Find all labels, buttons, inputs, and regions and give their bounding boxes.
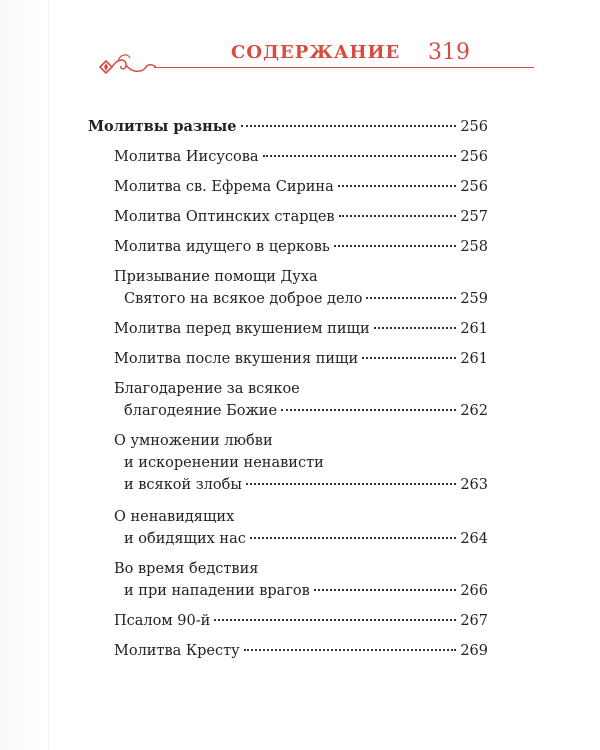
- floral-ornament-icon: [96, 48, 156, 76]
- dot-leader: [244, 649, 457, 651]
- toc-entry: [114, 176, 488, 198]
- page-title: СОДЕРЖАНИЕ: [231, 42, 401, 63]
- toc-page-number: 256: [460, 179, 488, 195]
- toc-page-number: 258: [460, 239, 488, 255]
- toc-entry-title: Молитва после вкушения пищи: [114, 351, 359, 367]
- toc-page-number: 263: [460, 477, 488, 493]
- dot-leader: [374, 327, 457, 329]
- dot-leader: [339, 215, 457, 217]
- dot-leader: [362, 357, 456, 359]
- book-page: [48, 0, 600, 750]
- toc-entry-title: Молитва Иисусова: [114, 149, 259, 165]
- dot-leader: [250, 537, 456, 539]
- toc-entry: [114, 378, 488, 422]
- toc-section: [88, 116, 488, 138]
- toc-entry-title: и обидящих нас: [124, 531, 246, 547]
- toc-entry: [114, 146, 488, 168]
- dot-leader: [366, 297, 456, 299]
- toc-entry-title: Молитва перед вкушением пищи: [114, 321, 370, 337]
- toc-entry-title: и всякой злобы: [124, 477, 242, 493]
- toc-entry: [114, 558, 488, 602]
- toc-entry: [114, 640, 488, 662]
- dot-leader: [263, 155, 457, 157]
- toc-entry-title-line: Во время бедствия: [114, 561, 259, 577]
- dot-leader: [281, 409, 456, 411]
- toc-page-number: 266: [460, 583, 488, 599]
- toc-entry-title-line: Призывание помощи Духа: [114, 269, 318, 285]
- toc-entry: [114, 430, 488, 496]
- dot-leader: [214, 619, 456, 621]
- header-rule: [154, 67, 534, 68]
- toc-entry-title: Псалом 90-й: [114, 613, 211, 629]
- page-edge: [0, 0, 48, 750]
- toc-entry-title: Святого на всякое доброе дело: [124, 291, 363, 307]
- toc-entry-title: Молитва Кресту: [114, 643, 240, 659]
- toc-entry: [114, 206, 488, 228]
- toc-entry: [114, 610, 488, 632]
- toc-entry-title-line: О ненавидящих: [114, 509, 235, 525]
- page-number: 319: [428, 40, 470, 65]
- toc-entry-title: Молитва Оптинских старцев: [114, 209, 335, 225]
- toc-page-number: 267: [460, 613, 488, 629]
- dot-leader: [338, 185, 457, 187]
- toc-entry-title: Молитва св. Ефрема Сирина: [114, 179, 334, 195]
- toc-entry: [114, 318, 488, 340]
- toc-page-number: 264: [460, 531, 488, 547]
- toc-page-number: 269: [460, 643, 488, 659]
- dot-leader: [246, 483, 456, 485]
- toc-entry: [114, 236, 488, 258]
- toc-entry: [114, 348, 488, 370]
- dot-leader: [241, 125, 457, 127]
- dot-leader: [314, 589, 457, 591]
- toc-entry-title: и при нападении врагов: [124, 583, 310, 599]
- toc-section-title: Молитвы разные: [88, 118, 237, 135]
- toc-entry-title: благодеяние Божие: [124, 403, 278, 419]
- toc-page-number: 261: [460, 321, 488, 337]
- toc-page-number: 259: [460, 291, 488, 307]
- toc-page-number: 261: [460, 351, 488, 367]
- toc-entry-title-line: О умножении любви: [114, 433, 273, 449]
- toc-entry: [114, 506, 488, 550]
- toc-page-number: 257: [460, 209, 488, 225]
- toc-page-number: 262: [460, 403, 488, 419]
- dot-leader: [334, 245, 456, 247]
- toc-entry: [114, 266, 488, 310]
- toc-entry-title: Молитва идущего в церковь: [114, 239, 330, 255]
- page-header: [96, 38, 496, 78]
- toc-entry-title-line: Благодарение за всякое: [114, 381, 300, 397]
- toc-entry-title-line: и искоренении ненависти: [124, 455, 324, 471]
- toc-page-number: 256: [460, 119, 488, 135]
- toc-page-number: 256: [460, 149, 488, 165]
